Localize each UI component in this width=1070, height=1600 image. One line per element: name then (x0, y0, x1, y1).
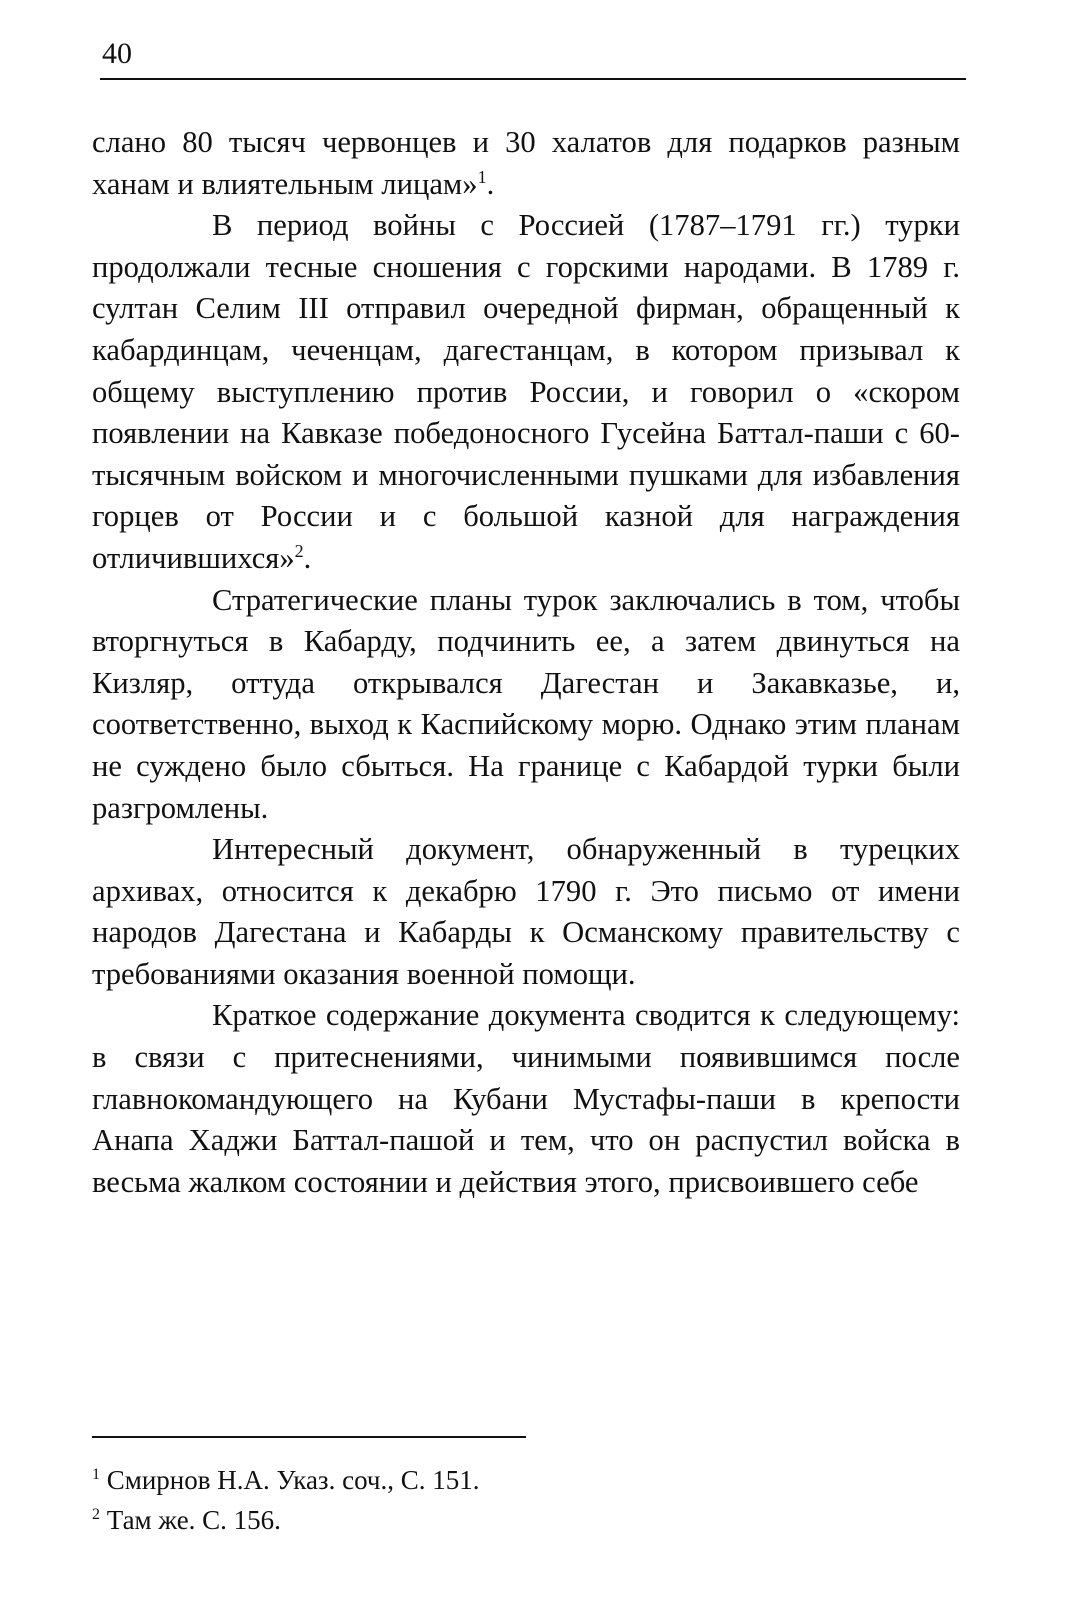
body-text (92, 122, 960, 1203)
page-number: 40 (102, 37, 132, 70)
footnote-2 (92, 1500, 960, 1540)
paragraph-tail: . (303, 540, 312, 575)
paragraph-3: Стратегические планы турок заключались в том, чтобы вторгнуться в Кабарду, подчинить ее, а затем двинуться на Кизляр, оттуда открывался Дагестан и Закавказье, и, соответственно, выход к Каспийскому морю. Однако этим планам не суждено было сбыться. На границе с Кабардой турки были разгромлены. (92, 582, 960, 825)
footnotes (92, 1460, 960, 1540)
footnote-text: Там же. С. 156. (106, 1505, 281, 1535)
footnote-text: Смирнов Н.А. Указ. соч., С. 151. (106, 1465, 480, 1495)
paragraph-tail: . (486, 166, 495, 201)
paragraph-4: Интересный документ, обнаруженный в турецких архивах, относится к декабрю 1790 г. Это письмо от имени народов Дагестана и Кабарды к Османскому правительству с требованиями оказания военной помощи. (92, 832, 960, 991)
footnote-ref-1: 1 (477, 166, 487, 187)
footnote-mark: 2 (92, 1506, 100, 1523)
paragraph-5: Краткое содержание документа сводится к следующему: в связи с притеснениями, чинимыми появившимся после главнокомандующего на Кубани Мустафы-паши в крепости Анапа Хаджи Баттал-пашой и тем, что он распустил войска в весьма жалком состоянии и действия этого, присвоившего себе (92, 998, 960, 1199)
footnote-ref-2: 2 (294, 540, 304, 561)
paragraph-text: слано 80 тысяч червонцев и 30 халатов для подарков разным ханам и влиятельным лицам» (92, 125, 960, 201)
paragraph-2 (92, 205, 960, 579)
header-rule (100, 78, 966, 80)
paragraph-text: В период войны с Россией (1787–1791 гг.) турки продолжали тесные сношения с горскими народами. В 1789 г. султан Селим III отправил очередной фирман, обращенный к кабардинцам, чеченцам, дагестанцам, в котором призывал к общему выступлению против России, и говорил о «скором появлении на Кавказе победоносного Гусейна Баттал-паши с 60-тысячным войском и многочисленными пушками для избавления горцев от России и с большой казной для награждения отличившихся» (92, 208, 960, 575)
footnote-1 (92, 1460, 960, 1500)
footnote-rule (92, 1436, 526, 1438)
footnote-mark: 1 (92, 1466, 100, 1483)
paragraph-1 (92, 122, 960, 205)
